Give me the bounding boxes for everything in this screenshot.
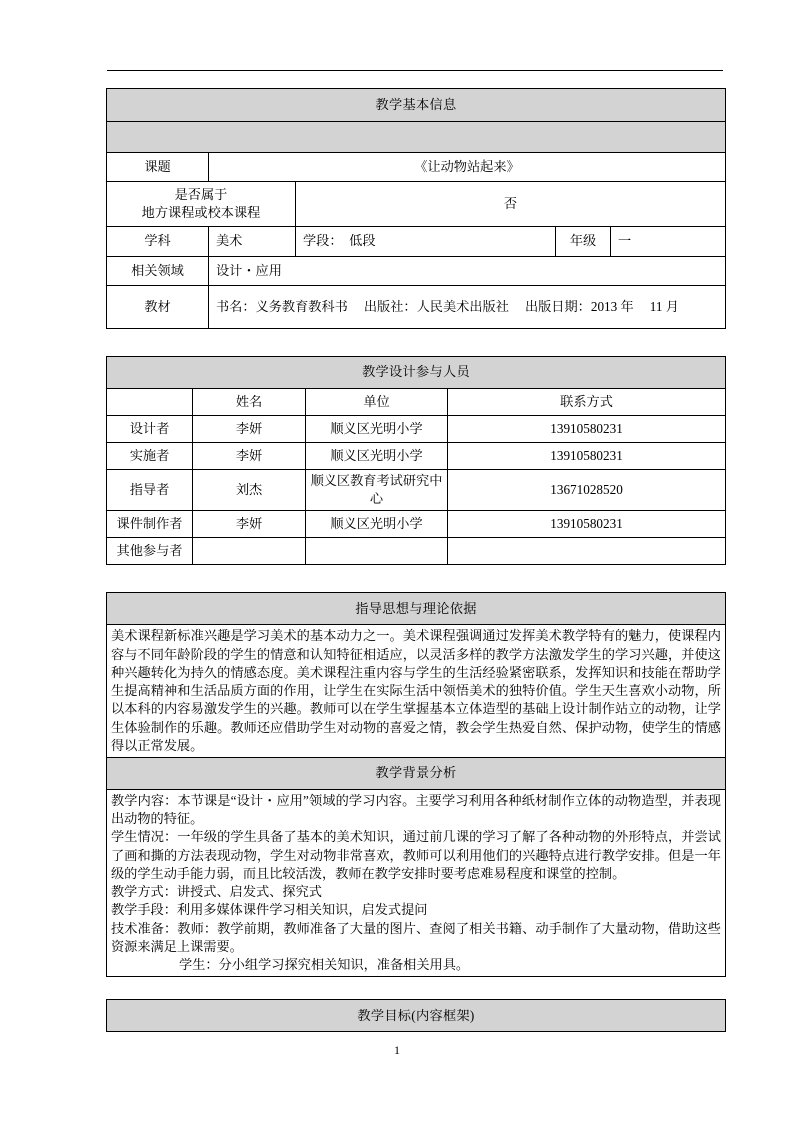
participants-col-unit: 单位	[306, 389, 448, 416]
participants-band-title: 教学设计参与人员	[107, 357, 726, 389]
topic-label: 课题	[107, 153, 209, 182]
table-row	[107, 789, 726, 976]
grade-value: 一	[611, 227, 726, 257]
table-row	[107, 443, 726, 470]
background-analysis-band-title: 教学背景分析	[107, 757, 726, 789]
table-row	[107, 182, 726, 227]
table-row	[107, 227, 726, 257]
table-row	[107, 470, 726, 511]
participant-contact: 13910580231	[448, 511, 726, 538]
objectives-band-title: 教学目标(内容框架)	[107, 1000, 726, 1032]
table-header-row	[107, 389, 726, 416]
table-row	[107, 286, 726, 329]
document-body	[106, 88, 725, 1032]
page-number: 1	[394, 1043, 400, 1057]
participant-unit: 顺义区光明小学	[306, 443, 448, 470]
stage-value: 学段： 低段	[296, 227, 556, 257]
table-row	[107, 153, 726, 182]
table-gap-2	[106, 565, 725, 592]
table-row	[107, 538, 726, 565]
participant-contact: 13910580231	[448, 416, 726, 443]
guiding-ideology-band-title: 指导思想与理论依据	[107, 593, 726, 625]
page-header-rule	[107, 70, 723, 71]
basic-info-band-title: 教学基本信息	[107, 89, 726, 122]
textbook-publisher: 出版社：人民美术出版社	[363, 298, 509, 314]
participants-col-blank	[107, 389, 193, 416]
background-analysis-body	[107, 789, 726, 976]
basic-info-table	[106, 88, 726, 329]
participants-col-name: 姓名	[193, 389, 306, 416]
participant-unit: 顺义区光明小学	[306, 416, 448, 443]
table-row	[107, 89, 726, 122]
participant-role: 实施者	[107, 443, 193, 470]
background-paragraph: 教学方式：讲授式、启发式、探究式	[111, 884, 322, 900]
participant-name: 李妍	[193, 511, 306, 538]
basic-info-spacer-band	[107, 122, 726, 153]
content-sections-table	[106, 592, 726, 977]
participant-role: 设计者	[107, 416, 193, 443]
background-paragraph: 教学手段：利用多媒体课件学习相关知识，启发式提问	[111, 902, 428, 918]
participant-name: 刘杰	[193, 470, 306, 511]
local-course-label-line1: 是否属于	[174, 186, 228, 202]
table-row	[107, 257, 726, 286]
subject-label: 学科	[107, 227, 209, 257]
participants-table	[106, 356, 726, 565]
table-row	[107, 593, 726, 625]
participant-name: 李妍	[193, 416, 306, 443]
local-course-label	[107, 182, 296, 227]
subject-value: 美术	[209, 227, 296, 257]
textbook-book-name: 书名：义务教育教科书	[216, 298, 348, 314]
table-row	[107, 1000, 726, 1032]
table-row	[107, 416, 726, 443]
objectives-table	[106, 999, 726, 1032]
topic-value: 《让动物站起来》	[209, 153, 726, 182]
related-field-value: 设计・应用	[209, 257, 726, 286]
participant-unit	[306, 538, 448, 565]
table-row	[107, 357, 726, 389]
grade-label: 年级	[556, 227, 611, 257]
participant-role: 其他参与者	[107, 538, 193, 565]
guiding-ideology-body: 美术课程新标准兴趣是学习美术的基本动力之一。美术课程强调通过发挥美术教学特有的魅力，使课程内容与不同年龄阶段的学生的情意和认知特征相适应，以灵活多样的教学方法激发学生的学习兴趣，并使这种兴趣转化为持久的情感态度。美术课程注重内容与学生的生活经验紧密联系，发挥知识和技能在帮助学生提高精神和生活品质方面的作用，让学生在实际生活中领悟美术的独特价值。学生天生喜欢小动物，所以本科的内容易激发学生的兴趣。教师可以在学生掌握基本立体造型的基础上设计制作站立的动物，让学生体验制作的乐趣。教师还应借助学生对动物的喜爱之情，教会学生热爱自然、保护动物，使学生的情感得以正常发展。	[107, 625, 726, 758]
background-paragraph: 技术准备：教师：教学前期，教师准备了大量的图片、查阅了相关书籍、动手制作了大量动物，借助这些资源来满足上课需要。	[111, 920, 721, 954]
textbook-value	[209, 286, 726, 329]
background-paragraph: 教学内容：本节课是“设计・应用”领域的学习内容。主要学习利用各种纸材制作立体的动物造型，并表现出动物的特征。	[111, 792, 721, 827]
table-gap-3	[106, 977, 725, 999]
participants-col-contact: 联系方式	[448, 389, 726, 416]
participant-contact: 13671028520	[448, 470, 726, 511]
participant-name: 李妍	[193, 443, 306, 470]
participant-unit: 顺义区教育考试研究中心	[306, 470, 448, 511]
table-row	[107, 511, 726, 538]
participant-role: 课件制作者	[107, 511, 193, 538]
related-field-label: 相关领域	[107, 257, 209, 286]
participant-contact: 13910580231	[448, 443, 726, 470]
local-course-label-line2: 地方课程或校本课程	[141, 205, 261, 220]
participant-name	[193, 538, 306, 565]
participant-unit: 顺义区光明小学	[306, 511, 448, 538]
textbook-label: 教材	[107, 286, 209, 329]
table-row	[107, 625, 726, 758]
table-gap-1	[106, 329, 725, 356]
participant-contact	[448, 538, 726, 565]
background-paragraph: 学生情况：一年级的学生具备了基本的美术知识，通过前几课的学习了解了各种动物的外形特点，并尝试了画和撕的方法表现动物，学生对动物非常喜欢，教师可以利用他们的兴趣特点进行教学安排。但是一年级的学生动手能力弱，而且比较活泼，教师在教学安排时要考虑难易程度和课堂的控制。	[111, 829, 721, 881]
local-course-value: 否	[296, 182, 726, 227]
textbook-publish-date: 出版日期：2013 年	[524, 298, 634, 314]
table-row	[107, 757, 726, 789]
participant-role: 指导者	[107, 470, 193, 511]
table-row	[107, 122, 726, 153]
background-student-prep: 学生：分小组学习探究相关知识，准备相关用具。	[179, 956, 470, 972]
textbook-publish-month: 11 月	[649, 298, 679, 314]
